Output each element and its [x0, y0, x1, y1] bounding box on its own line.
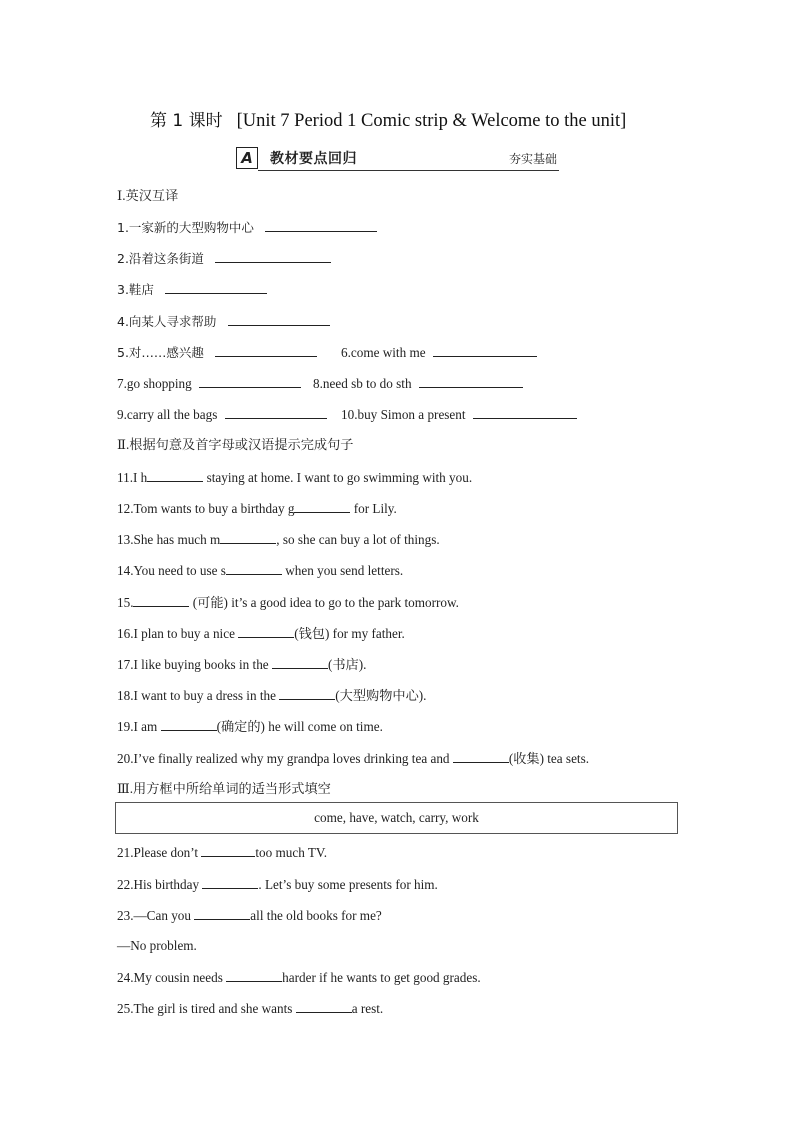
- answer-blank[interactable]: [265, 219, 377, 232]
- list-item: 2.沿着这条街道: [117, 250, 331, 267]
- answer-blank[interactable]: [473, 406, 577, 419]
- answer-blank[interactable]: [161, 718, 217, 731]
- answer-blank[interactable]: [453, 750, 509, 763]
- answer-blank[interactable]: [202, 876, 258, 889]
- answer-blank[interactable]: [165, 281, 267, 294]
- answer-blank[interactable]: [199, 375, 301, 388]
- list-item: 19.I am (确定的) he will come on time.: [117, 719, 383, 734]
- list-item: 8.need sb to do sth: [313, 375, 523, 392]
- list-item: 10.buy Simon a present: [341, 406, 577, 423]
- answer-blank[interactable]: [433, 344, 537, 357]
- answer-blank[interactable]: [201, 844, 255, 857]
- list-item: 7.go shopping: [117, 375, 301, 392]
- list-item: 24.My cousin needs harder if he wants to get good grades.: [117, 970, 481, 985]
- answer-blank[interactable]: [228, 313, 330, 326]
- list-item: 23.—Can you all the old books for me?: [117, 908, 382, 923]
- answer-blank[interactable]: [220, 531, 276, 544]
- section1-heading: Ⅰ.英汉互译: [117, 188, 179, 203]
- list-item: 5.对……感兴趣: [117, 344, 317, 361]
- answer-blank[interactable]: [226, 562, 282, 575]
- list-item: 11.I h staying at home. I want to go swimming with you.: [117, 470, 473, 485]
- list-item: 18.I want to buy a dress in the (大型购物中心).: [117, 688, 427, 703]
- list-item: 25.The girl is tired and she wants a rest.: [117, 1001, 384, 1016]
- banner-subtitle: 夯实基础: [508, 152, 557, 166]
- list-item: 1.一家新的大型购物中心: [117, 219, 377, 236]
- answer-blank[interactable]: [419, 375, 523, 388]
- title-unit: [Unit 7 Period 1 Comic strip & Welcome to the unit]: [236, 111, 627, 131]
- list-item: 13.She has much m , so she can buy a lot of things.: [117, 532, 440, 547]
- answer-blank[interactable]: [226, 969, 282, 982]
- list-item: 20.I’ve finally realized why my grandpa loves drinking tea and (收集) tea sets.: [117, 751, 590, 766]
- banner-a-icon: A: [236, 147, 258, 169]
- list-item: 4.向某人寻求帮助: [117, 313, 330, 330]
- word-box: come, have, watch, carry, work: [115, 802, 678, 834]
- list-item: 3.鞋店: [117, 281, 267, 298]
- list-item: 21.Please don’t too much TV.: [117, 845, 328, 860]
- section-banner: [236, 147, 559, 171]
- answer-blank[interactable]: [215, 250, 331, 263]
- list-item: —No problem.: [117, 938, 197, 953]
- section2-heading: Ⅱ.根据句意及首字母或汉语提示完成句子: [117, 437, 354, 452]
- answer-blank[interactable]: [147, 469, 203, 482]
- list-item: 16.I plan to buy a nice (钱包) for my father.: [117, 626, 405, 641]
- list-item: 22.His birthday . Let’s buy some presents for him.: [117, 877, 438, 892]
- answer-blank[interactable]: [279, 687, 335, 700]
- list-item: 15. (可能) it’s a good idea to go to the park tomorrow.: [117, 595, 459, 610]
- answer-blank[interactable]: [294, 500, 350, 513]
- list-item: 17.I like buying books in the (书店).: [117, 657, 367, 672]
- section3-heading: Ⅲ.用方框中所给单词的适当形式填空: [117, 781, 331, 796]
- answer-blank[interactable]: [238, 625, 294, 638]
- list-item: 6.come with me: [341, 344, 537, 361]
- answer-blank[interactable]: [133, 594, 189, 607]
- list-item: 12.Tom wants to buy a birthday g for Lily.: [117, 501, 397, 516]
- list-item: 14.You need to use s when you send letters.: [117, 563, 404, 578]
- page-title: [150, 106, 626, 132]
- title-lesson: 第 1 课时: [150, 111, 223, 131]
- banner-divider: [258, 170, 559, 171]
- answer-blank[interactable]: [225, 406, 327, 419]
- answer-blank[interactable]: [272, 656, 328, 669]
- answer-blank[interactable]: [215, 344, 317, 357]
- answer-blank[interactable]: [194, 907, 250, 920]
- answer-blank[interactable]: [296, 1000, 352, 1013]
- banner-title: 教材要点回归: [270, 151, 357, 167]
- list-item: 9.carry all the bags: [117, 406, 327, 423]
